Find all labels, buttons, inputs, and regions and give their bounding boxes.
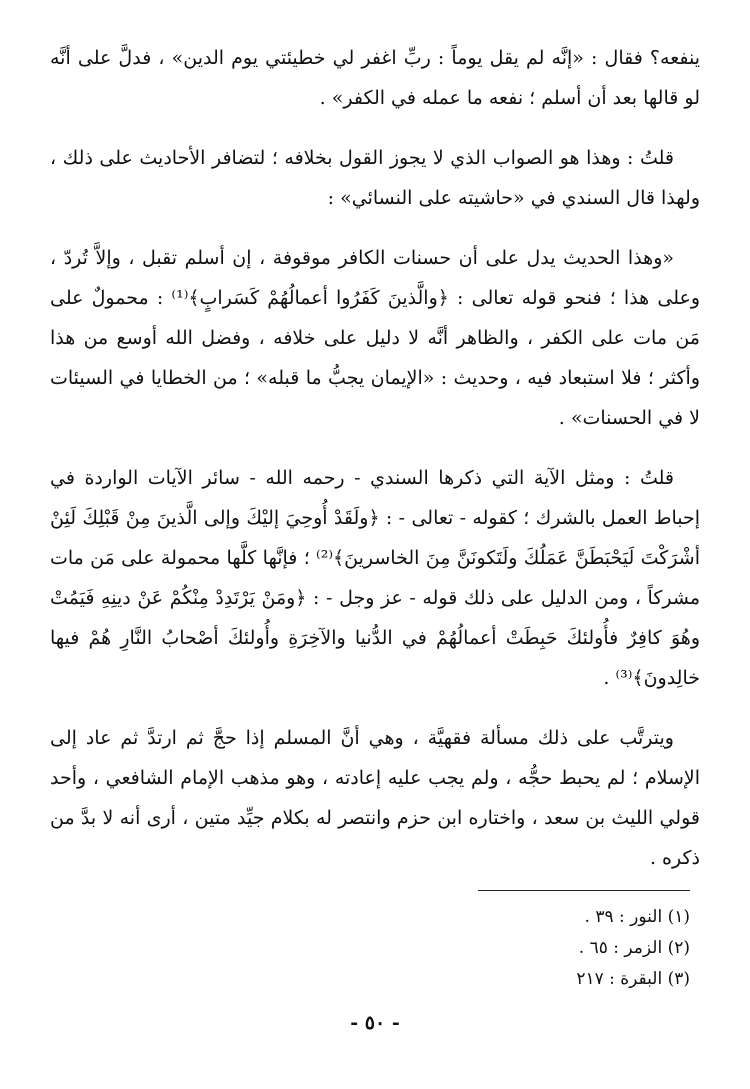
- paragraph-1: ينفعه؟ فقال : «إنَّه لم يقل يوماً : ربِّ اغفر لي خطيئتي يوم الدين» ، فدلَّ على أنَّه لو قالها بعد أن أسلم ؛ نفعه ما عمله في الكفر» .: [50, 47, 700, 109]
- footnote-1: (١) النور : ٣٩ .: [584, 907, 690, 927]
- main-text: [50, 38, 700, 898]
- footnote-divider: [478, 890, 690, 891]
- paragraph-3: «وهذا الحديث يدل على أن حسنات الكافر موقوفة ، إن أسلم تقبل ، وإلاَّ تُردّ ، وعلى هذا ؛ فنحو قوله تعالى : ﴿والَّذينَ كَفَرُوا أعمالُهُمْ كَسَرابٍ﴾⁽¹⁾ : محمولٌ على مَن مات على الكفر ، والظاهر أنَّه لا دليل على خلافه ، وفضل الله أوسع من هذا وأكثر ؛ فلا استبعاد فيه ، وحديث : «الإيمان يجبُّ ما قبله» ؛ من الخطايا في السيئات لا في الحسنات» .: [50, 247, 700, 429]
- footnote-3: (٣) البقرة : ٢١٧: [576, 969, 690, 989]
- paragraph-5: ويترتَّب على ذلك مسألة فقهيَّة ، وهي أنَّ المسلم إذا حجَّ ثم ارتدَّ ثم عاد إلى الإسلام ؛ لم يحبط حجُّه ، ولم يجب عليه إعادته ، وهو مذهب الإمام الشافعي ، وأحد قولي الليث بن سعد ، واختاره ابن حزم وانتصر له بكلام جيِّد متين ، أرى أنه لا بدَّ من ذكره .: [50, 727, 700, 869]
- page-number: - ٥٠ -: [350, 1012, 400, 1034]
- footnote-2: (٢) الزمر : ٦٥ .: [578, 938, 690, 958]
- footnotes: [290, 902, 690, 995]
- paragraph-2: قلتُ : وهذا هو الصواب الذي لا يجوز القول بخلافه ؛ لتضافر الأحاديث على ذلك ، ولهذا قال السندي في «حاشيته على النسائي» :: [50, 147, 700, 209]
- paragraph-4: قلتُ : ومثل الآية التي ذكرها السندي - رحمه الله - سائر الآيات الواردة في إحباط العمل بالشرك ؛ كقوله - تعالى - : ﴿ولَقَدْ أُوحِيَ إليْكَ وإلى الَّذينَ مِنْ قَبْلِكَ لَئِنْ أشْرَكْتَ لَيَحْبَطَنَّ عَمَلُكَ ولَتَكونَنَّ مِنَ الخاسرينَ﴾⁽²⁾ ؛ فإنَّها كلَّها محمولة على مَن مات مشركاً ، ومن الدليل على ذلك قوله - عز وجل - : ﴿ومَنْ يَرْتَدِدْ مِنْكُمْ عَنْ دينِهِ فَيَمُتْ وهُوَ كافِرٌ فأُولئكَ حَبِطَتْ أعمالُهُمْ في الدُّنيا والآخِرَةِ وأُولئكَ أصْحابُ النَّارِ هُمْ فيها خالِدونَ﴾⁽³⁾ .: [50, 467, 700, 689]
